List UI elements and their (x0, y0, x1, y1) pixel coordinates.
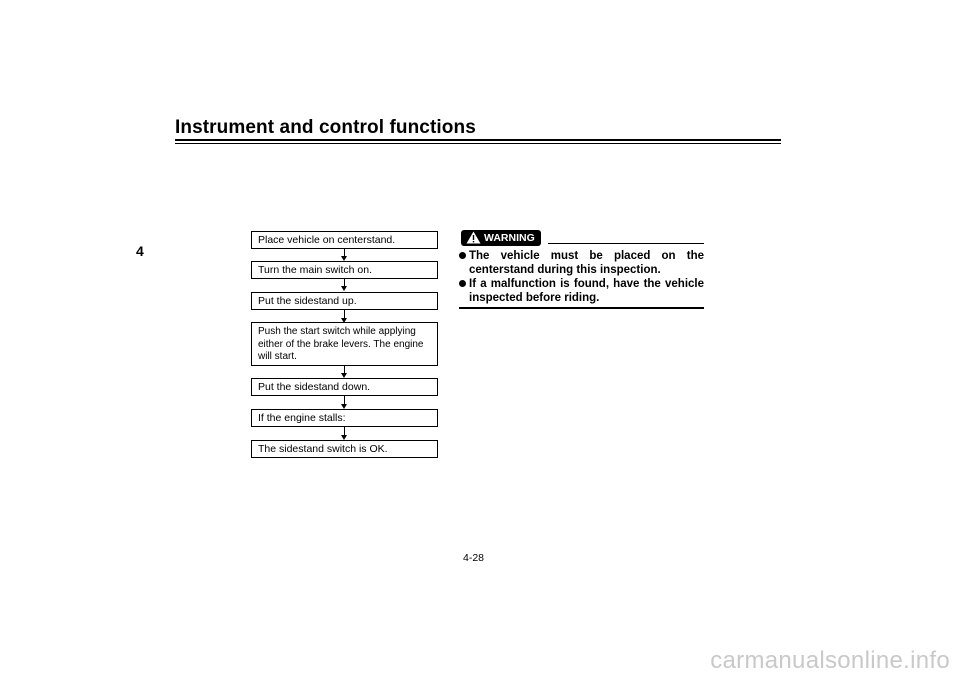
page-number: 4-28 (463, 552, 485, 564)
warning-badge (461, 230, 541, 246)
flow-step-1: Place vehicle on centerstand. (251, 231, 438, 249)
warning-item-text: The vehicle must be placed on the centerstand during this inspection. (469, 250, 704, 276)
watermark: carmanualsonline.info (710, 647, 950, 674)
chapter-tab: 4 (136, 243, 144, 259)
warning-item-text: If a malfunction is found, have the vehicle inspected before riding. (469, 278, 704, 304)
title-rule-thin (175, 143, 781, 144)
flow-arrow-icon (341, 286, 347, 291)
flow-step-6: If the engine stalls: (251, 409, 438, 427)
flow-step-2: Turn the main switch on. (251, 261, 438, 279)
page-title: Instrument and control functions (175, 117, 476, 138)
warning-label: WARNING (484, 232, 535, 244)
title-rule (175, 139, 781, 141)
flow-step-3: Put the sidestand up. (251, 292, 438, 310)
warning-rule-top (548, 243, 704, 244)
warning-list (459, 249, 704, 305)
warning-item (459, 277, 704, 305)
flow-step-7: The sidestand switch is OK. (251, 440, 438, 458)
warning-triangle-icon (466, 231, 481, 244)
bullet-icon (459, 280, 466, 287)
flow-step-4: Push the start switch while applying either of the brake levers. The engine will start. (251, 322, 438, 366)
warning-item (459, 249, 704, 277)
warning-rule-bottom (459, 307, 704, 309)
bullet-icon (459, 252, 466, 259)
flow-step-5: Put the sidestand down. (251, 378, 438, 396)
